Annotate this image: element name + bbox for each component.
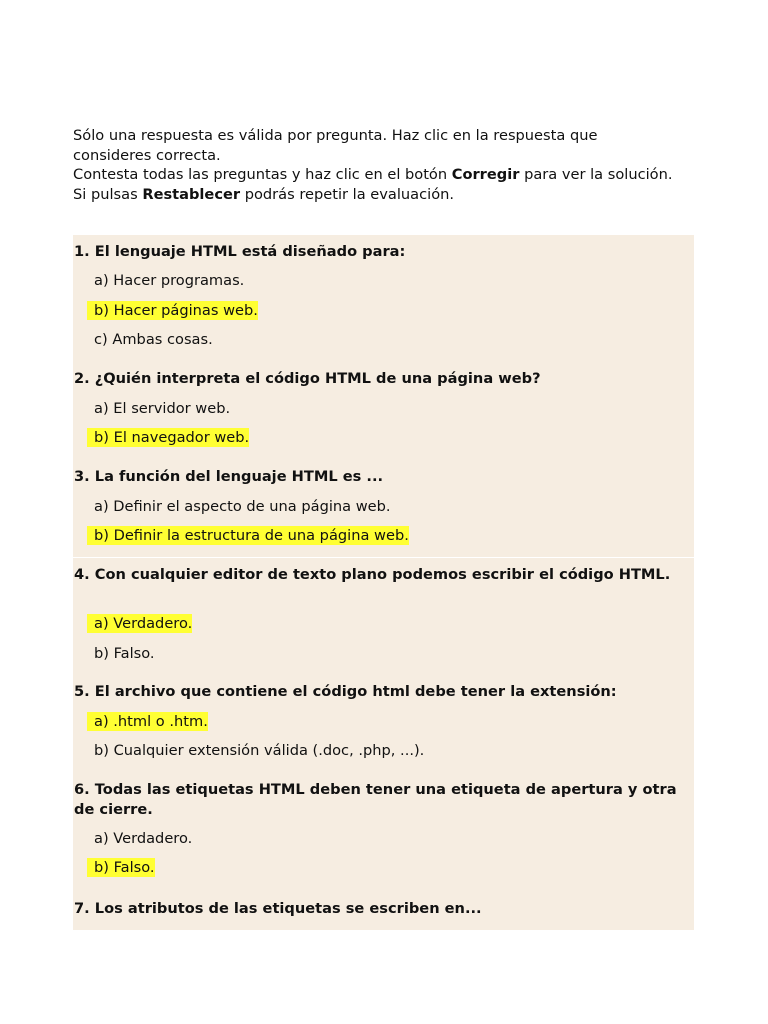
answer-option[interactable]: a) Definir el aspecto de una página web. [94, 498, 391, 515]
question-5: 5. El archivo que contiene el código html debe tener la extensión: [74, 683, 617, 700]
quiz-panel [73, 235, 694, 930]
answer-option[interactable]: a) Verdadero. [94, 830, 193, 847]
answer-option[interactable]: c) Ambas cosas. [94, 331, 213, 348]
instruction-line-1: Sólo una respuesta es válida por pregunta. Haz clic en la respuesta que consideres correcta. [73, 127, 598, 164]
answer-option-correct[interactable]: b) Hacer páginas web. [87, 301, 258, 320]
corregir-keyword: Corregir [451, 166, 520, 183]
question-4: 4. Con cualquier editor de texto plano podemos escribir el código HTML. [74, 566, 671, 583]
answer-option-correct[interactable]: b) Falso. [87, 858, 155, 877]
page-divider [73, 557, 694, 558]
answer-option-correct[interactable]: a) Verdadero. [87, 614, 192, 633]
answer-option-correct[interactable]: b) El navegador web. [87, 428, 249, 447]
answer-option[interactable]: b) Falso. [94, 645, 155, 662]
answer-option[interactable]: a) Hacer programas. [94, 272, 245, 289]
question-1: 1. El lenguaje HTML está diseñado para: [74, 243, 406, 260]
answer-option[interactable]: a) El servidor web. [94, 400, 231, 417]
answer-option[interactable]: b) Cualquier extensión válida (.doc, .php, ...). [94, 742, 425, 759]
restablecer-keyword: Restablecer [142, 185, 241, 203]
answer-option-correct[interactable]: a) .html o .htm. [87, 712, 208, 731]
question-6: 6. Todas las etiquetas HTML deben tener una etiqueta de apertura y otra de cierre. [74, 781, 677, 818]
answer-option-correct[interactable]: b) Definir la estructura de una página web. [87, 526, 409, 545]
instruction-line-2: Contesta todas las preguntas y haz clic en el botón Corregir para ver la solución. [73, 166, 673, 183]
question-7: 7. Los atributos de las etiquetas se escriben en... [74, 900, 482, 917]
instruction-line-3: Si pulsas Restablecer podrás repetir la evaluación. [73, 185, 455, 203]
question-3: 3. La función del lenguaje HTML es ... [74, 468, 384, 485]
question-2: 2. ¿Quién interpreta el código HTML de una página web? [74, 370, 541, 387]
instructions [73, 126, 673, 204]
